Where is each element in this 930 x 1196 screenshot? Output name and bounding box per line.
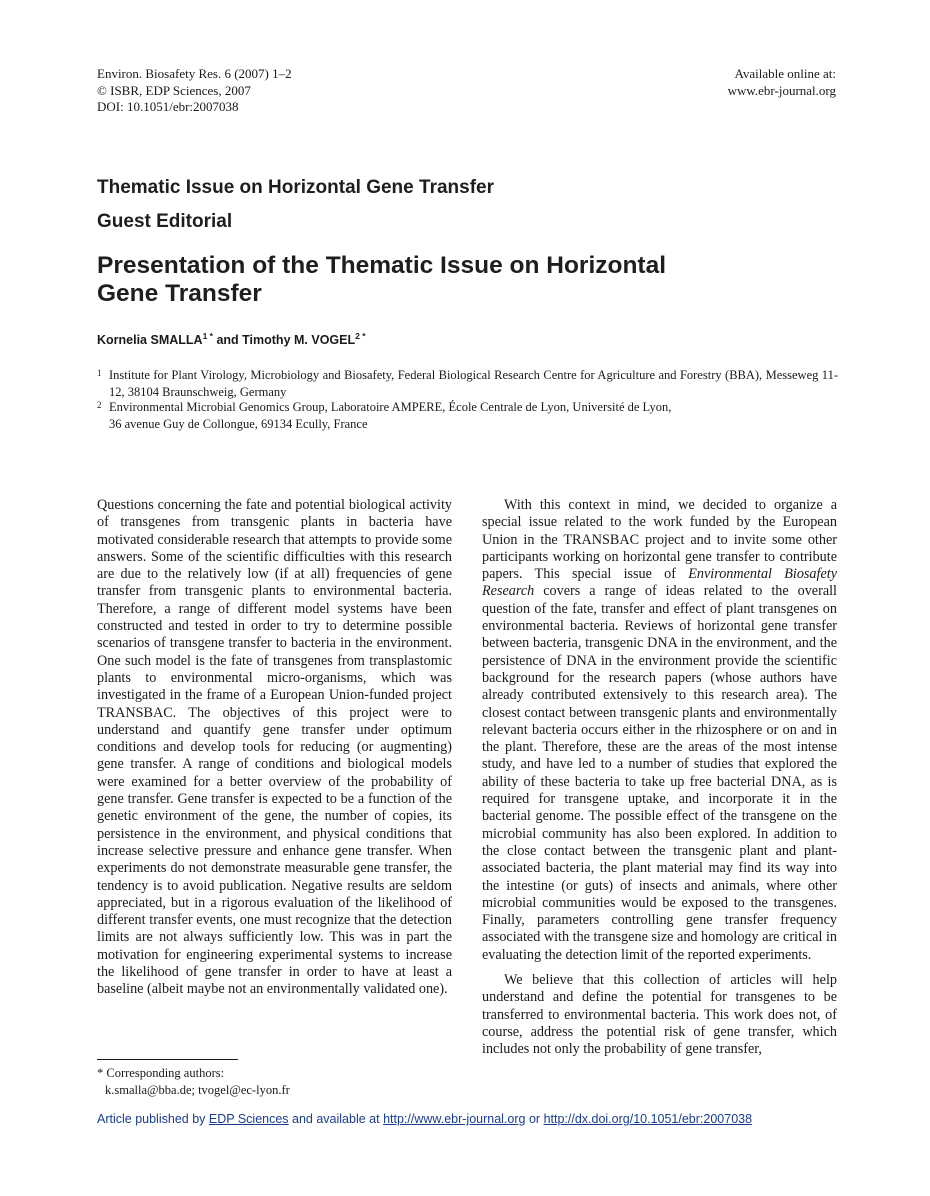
body-paragraph-3: We believe that this collection of articles will help understand and define the potential for transgenes to be transferred to environmental bacteria. This work does not, of course, address the potential risk of gene transfer, which includes not only the probability of gene transfer, bbox=[482, 972, 837, 1058]
doi-line: DOI: 10.1051/ebr:2007038 bbox=[97, 99, 239, 114]
footnote-emails: k.smalla@bba.de; tvogel@ec-lyon.fr bbox=[105, 1083, 290, 1097]
journal-website: www.ebr-journal.org bbox=[727, 82, 836, 98]
journal-header-left bbox=[97, 66, 292, 116]
affiliation-2-line-2: 36 avenue Guy de Collongue, 69134 Ecully, France bbox=[109, 416, 368, 431]
footer-or: or bbox=[525, 1112, 544, 1126]
author-2-name: Timothy M. VOGEL bbox=[242, 333, 356, 347]
copyright-line: © ISBR, EDP Sciences, 2007 bbox=[97, 82, 251, 98]
corresponding-authors-footnote bbox=[97, 1065, 290, 1099]
affiliation-1 bbox=[97, 367, 838, 400]
footnote-divider bbox=[97, 1059, 238, 1060]
article-title-line-1: Presentation of the Thematic Issue on Horizontal bbox=[97, 252, 667, 279]
article-title bbox=[97, 252, 797, 308]
footnote-label: * Corresponding authors: bbox=[97, 1066, 225, 1080]
section-label: Guest Editorial bbox=[97, 211, 233, 232]
author-1-name: Kornelia SMALLA bbox=[97, 333, 203, 347]
issue-title: Thematic Issue on Horizontal Gene Transfer bbox=[97, 177, 494, 198]
available-online-label: Available online at: bbox=[734, 66, 836, 81]
affiliation-2 bbox=[97, 399, 838, 432]
journal-name-italic: Environmental Biosafety Research bbox=[482, 566, 838, 600]
publisher-link[interactable]: EDP Sciences bbox=[208, 1112, 289, 1126]
body-column-left bbox=[97, 497, 452, 999]
article-title-line-2: Gene Transfer bbox=[97, 280, 262, 307]
publication-footer bbox=[97, 1112, 752, 1126]
affiliation-1-number: 1 bbox=[97, 368, 102, 378]
footer-prefix: Article published by bbox=[97, 1112, 209, 1126]
author-list bbox=[97, 331, 366, 347]
body-column-right bbox=[482, 497, 837, 1059]
journal-link[interactable]: http://www.ebr-journal.org bbox=[383, 1112, 526, 1126]
doi-link[interactable]: http://dx.doi.org/10.1051/ebr:2007038 bbox=[543, 1112, 753, 1126]
affiliation-2-line-1: Environmental Microbial Genomics Group, Laboratoire AMPERE, École Centrale de Lyon, Université de Lyon, bbox=[109, 400, 672, 414]
body-paragraph-2-start: With this context in mind, we decided to organize a special issue related to the work funded by the European Union in the TRANSBAC project and to invite some other participants working on horizontal gene transfer to contribute papers. This special issue of bbox=[482, 497, 837, 583]
author-conjunction: and bbox=[212, 333, 243, 347]
footer-middle: and available at bbox=[288, 1112, 384, 1126]
journal-header-right bbox=[728, 66, 836, 99]
author-2-affiliation-marks: 2 * bbox=[355, 331, 366, 341]
body-paragraph-2-rest: covers a range of ideas related to the overall question of the fate, transfer and effect of plant transgenes on environmental bacteria. Reviews of horizontal gene transfer between bacteria, transgenic DNA in the environment, and the persistence of DNA in the environment provide the scientific background for the research papers (whose authors have already contributed extensively to this research area). The closest contact between transgenic plants and environmentally relevant bacteria occurs either in the rhizosphere or on and in the plant. Therefore, these are the areas of the most intense study, and have led to a number of studies that explored the ability of these bacteria to take up free bacterial DNA, as is required for transgene uptake, and incorporate it in the bacterial genome. The possible effect of the transgene on the microbial community has also been explored. In addition to the close contact between the transgenic plant and plant-associated bacteria, the plant material may find its way into the intestine (or guts) of insects and animals, where other microbial communities would be exposed to the transgenes. Finally, parameters controlling gene transfer frequency associated with the transgene size and homology are critical in evaluating the detection limit of the reported experiments. bbox=[482, 583, 837, 963]
body-paragraph-1: Questions concerning the fate and potential biological activity of transgenes from transgenic plants in bacteria have motivated considerable research that attempts to provide some answers. Some of the scientific difficulties with this research are due to the relatively low (if at all) frequencies of gene transfer from transgenic plants to environmental bacteria. Therefore, a range of different model systems have been constructed and tested in order to try to determine possible scenarios of transgene transfer to bacteria in the environment. One such model is the fate of transgenes from transplastomic plants to environmental micro-organisms, which was investigated in the frame of a European Union-funded project TRANSBAC. The objectives of this project were to understand and quantify gene transfer under optimum conditions and develop tools for reducing (or augmenting) gene transfer. A range of conditions and biological models were examined for a better overview of the probability of gene transfer. Gene transfer is expected to be a function of the genetic environment of the gene, the number of copies, its persistence in the environment, and physical conditions that increase selective pressure and enhance gene transfer. When experiments do not demonstrate measurable gene transfer, the tendency is to avoid publication. Negative results are seldom appreciated, but in a rigorous evaluation of the likelihood of different transfer events, one must recognize that the detection limits are not always sufficiently low. This was in part the motivation for engineering experimental systems to increase the likelihood of gene transfer in order to have at least a baseline (albeit maybe not an environmentally validated one). bbox=[97, 497, 452, 998]
author-1-affiliation-marks: 1 * bbox=[202, 331, 213, 341]
affiliation-2-number: 2 bbox=[97, 400, 102, 410]
journal-citation: Environ. Biosafety Res. 6 (2007) 1–2 bbox=[97, 66, 292, 81]
affiliation-1-text: Institute for Plant Virology, Microbiology and Biosafety, Federal Biological Research Centre for Agriculture and Forestry (BBA), Messeweg 11-12, 38104 Braunschweig, Germany bbox=[109, 368, 838, 399]
body-paragraph-2 bbox=[482, 497, 837, 964]
